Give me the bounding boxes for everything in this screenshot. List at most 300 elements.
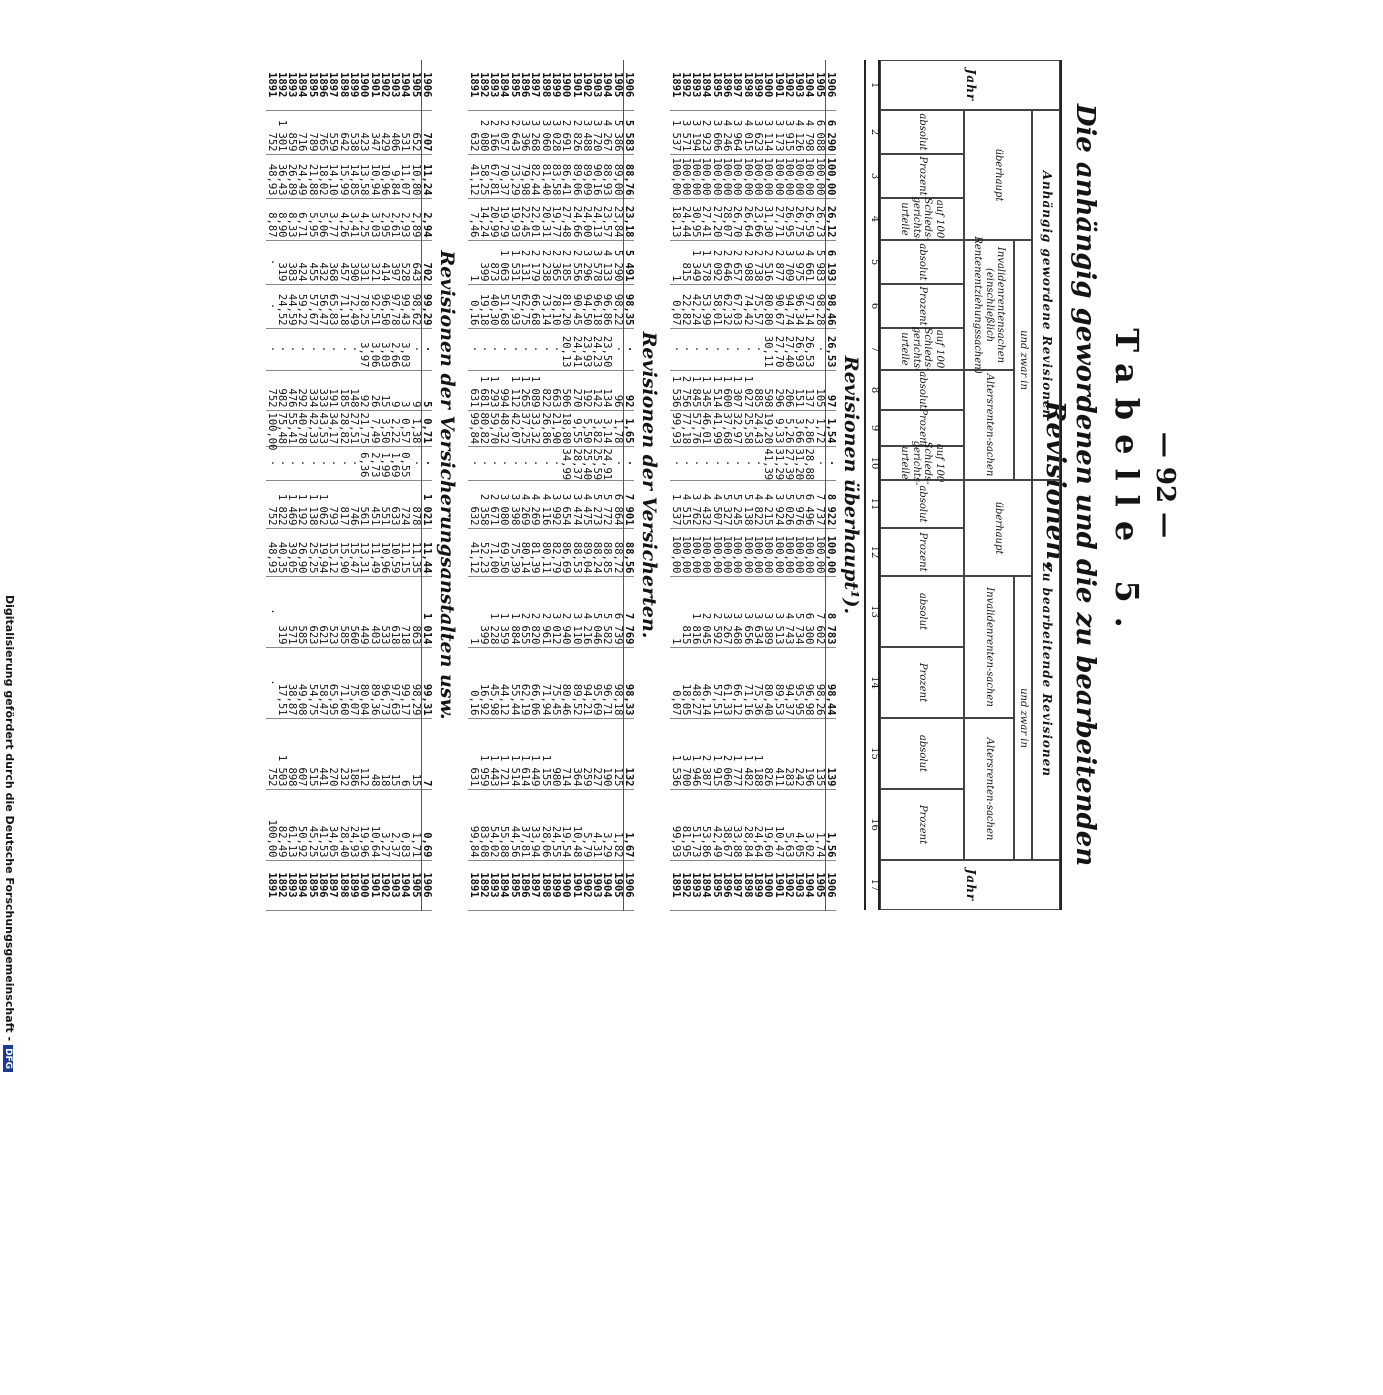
value-cell: · — [742, 446, 752, 480]
value-cell: 259 — [582, 718, 592, 789]
year-cell: 1906 — [825, 60, 836, 110]
value-cell: 5,50 — [582, 410, 592, 446]
value-cell: 72,49 — [349, 284, 359, 328]
value-cell: · — [701, 446, 711, 480]
value-cell: 2 092 — [711, 240, 721, 284]
value-cell: 59,22 — [297, 284, 307, 328]
value-cell: 92 — [359, 370, 369, 410]
value-cell: 1,38 — [410, 410, 421, 446]
value-cell: 1 062 — [318, 480, 328, 528]
table-row — [742, 60, 752, 910]
value-cell: · — [670, 446, 680, 480]
value-cell: 11,49 — [369, 528, 379, 576]
value-cell: 1 359 — [499, 576, 509, 647]
value-cell: 23,50 — [602, 328, 612, 370]
value-cell: 560 — [349, 576, 359, 647]
value-cell: 4,31 — [592, 789, 602, 860]
value-cell: 793 — [328, 480, 338, 528]
value-cell: · — [277, 328, 287, 370]
value-cell: 89,36 — [369, 647, 379, 718]
value-cell: 1,82 — [612, 789, 623, 860]
value-cell: 62,19 — [520, 647, 530, 718]
value-cell: 100,00 — [266, 789, 276, 860]
value-cell: 96,34 — [794, 284, 804, 328]
value-cell: 3 975 — [794, 240, 804, 284]
value-cell: 14,85 — [349, 154, 359, 198]
value-cell: 21,88 — [307, 154, 317, 198]
year-cell: 1893 — [489, 60, 499, 110]
value-cell: · — [421, 328, 432, 370]
value-cell: 399 — [479, 240, 489, 284]
value-cell: 531 — [400, 110, 410, 154]
column-number: 10 — [869, 456, 880, 470]
value-cell: 89,00 — [612, 154, 623, 198]
value-cell: 40,78 — [297, 410, 307, 446]
value-cell: 26,53 — [825, 328, 836, 370]
value-cell: 4 269 — [520, 480, 530, 528]
value-cell: 42,49 — [711, 789, 721, 860]
value-cell: 4,05 — [794, 789, 804, 860]
year-cell: 1895 — [509, 60, 519, 110]
value-cell: 5,95 — [307, 198, 317, 240]
value-cell: 642 — [338, 110, 348, 154]
value-cell: 0,16 — [468, 647, 478, 718]
value-cell: 54,02 — [489, 789, 499, 860]
value-cell: 41,99 — [711, 410, 721, 446]
year-cell: 1894 — [701, 860, 711, 910]
value-cell: · — [753, 328, 763, 370]
value-cell: 2 185 — [561, 240, 571, 284]
table-row — [297, 60, 307, 910]
value-cell: 75,48 — [277, 410, 287, 446]
value-cell: 2 657 — [732, 240, 742, 284]
year-cell: 1904 — [804, 860, 814, 910]
value-cell: 752 — [266, 480, 276, 528]
value-cell: · — [318, 446, 328, 480]
value-cell: 3 634 — [753, 576, 763, 647]
year-cell: 1903 — [592, 60, 602, 110]
value-cell: 3,27 — [380, 789, 390, 860]
value-cell: 815 — [681, 576, 691, 647]
value-cell: 10,47 — [773, 789, 783, 860]
value-cell: 5 583 — [623, 110, 634, 154]
value-cell: 4 822 — [753, 480, 763, 528]
value-cell: 57,67 — [307, 284, 317, 328]
value-cell: 1 959 — [479, 718, 489, 789]
value-cell: 333 — [318, 370, 328, 410]
value-cell: 100,00 — [773, 528, 783, 576]
value-cell: 4,26 — [338, 198, 348, 240]
value-cell: 1 — [468, 576, 478, 647]
year-cell: 1903 — [794, 860, 804, 910]
year-cell: 1905 — [814, 60, 825, 110]
table-revisionen-versicherten — [468, 60, 634, 911]
value-cell: 18,80 — [561, 410, 571, 446]
value-cell: 1 536 — [670, 718, 680, 789]
value-cell: 2 756 — [681, 370, 691, 410]
value-cell: · — [711, 328, 721, 370]
value-cell: · — [421, 446, 432, 480]
value-cell: 789 — [307, 110, 317, 154]
year-cell: 1897 — [732, 60, 742, 110]
value-cell: 57,51 — [711, 647, 721, 718]
value-cell: 48,27 — [691, 647, 701, 718]
value-cell: 319 — [277, 240, 287, 284]
value-cell: 58,47 — [318, 647, 328, 718]
value-cell: 3,14 — [602, 410, 612, 446]
value-cell: 89,04 — [582, 528, 592, 576]
value-cell: 42,33 — [307, 410, 317, 446]
value-cell: 89,52 — [571, 647, 581, 718]
value-cell: 1 — [468, 240, 478, 284]
value-cell: 633 — [390, 480, 400, 528]
value-cell: 1,54 — [825, 410, 836, 446]
value-cell: 6,71 — [297, 198, 307, 240]
column-number: 4 — [869, 215, 880, 223]
table-row — [825, 60, 836, 910]
value-cell: 11,15 — [400, 528, 410, 576]
value-cell: · — [307, 328, 317, 370]
value-cell: 3,41 — [349, 198, 359, 240]
year-cell: 1893 — [691, 60, 701, 110]
table-row — [307, 60, 317, 910]
value-cell: 3,66 — [794, 410, 804, 446]
value-cell: 2 166 — [489, 110, 499, 154]
value-cell: 137 — [804, 370, 814, 410]
value-cell: 98,46 — [825, 284, 836, 328]
value-cell: 86,41 — [561, 154, 571, 198]
table-row — [520, 60, 530, 910]
value-cell: · — [468, 328, 478, 370]
value-cell: 227 — [592, 718, 602, 789]
value-cell: 100,00 — [681, 528, 691, 576]
value-cell: 7,49 — [369, 410, 379, 446]
value-cell: 18,05 — [681, 647, 691, 718]
value-cell: 4,25 — [359, 198, 369, 240]
value-cell: · — [520, 446, 530, 480]
value-cell: 2 826 — [571, 110, 581, 154]
year-cell: 1902 — [582, 860, 592, 910]
table-row — [732, 60, 742, 910]
value-cell: 39,05 — [287, 528, 297, 576]
value-cell: 515 — [307, 718, 317, 789]
table-row — [592, 60, 602, 910]
value-cell: 7 — [421, 718, 432, 789]
year-cell: 1900 — [763, 860, 773, 910]
value-cell: 11,44 — [421, 528, 432, 576]
value-cell: 31,29 — [773, 446, 783, 480]
value-cell: 48 — [369, 718, 379, 789]
year-cell: 1891 — [670, 860, 680, 910]
hdr-absolut-2: absolut — [880, 110, 964, 154]
value-cell: 0,69 — [421, 789, 432, 860]
value-cell: 57,76 — [691, 410, 701, 446]
value-cell: 746 — [349, 480, 359, 528]
value-cell: 1 155 — [540, 718, 550, 789]
value-cell: 58,25 — [479, 154, 489, 198]
value-cell: 24,23 — [592, 328, 602, 370]
value-cell: · — [307, 446, 317, 480]
column-number: 6 — [869, 302, 880, 310]
value-cell: 15,47 — [349, 528, 359, 576]
hdr-absolut-5: absolut — [880, 240, 964, 284]
value-cell: 1 482 — [742, 718, 752, 789]
value-cell: 98,44 — [825, 647, 836, 718]
value-cell: 92,51 — [369, 284, 379, 328]
value-cell: 3 488 — [582, 110, 592, 154]
value-cell: 100,00 — [711, 154, 721, 198]
value-cell: 79,98 — [520, 154, 530, 198]
value-cell: 28,82 — [338, 410, 348, 446]
value-cell: 331 — [359, 240, 369, 284]
header-und-zwar-1: und zwar in — [1014, 240, 1032, 480]
value-cell: 100,00 — [773, 154, 783, 198]
value-cell: 3 578 — [592, 240, 602, 284]
table-row — [359, 60, 369, 910]
value-cell: 105 — [814, 370, 825, 410]
value-cell: · — [479, 446, 489, 480]
value-cell: 2,22 — [390, 410, 400, 446]
value-cell: · — [489, 446, 499, 480]
value-cell: 406 — [390, 110, 400, 154]
section-title-ueberhaupt: Revisionen überhaupt¹). — [840, 355, 862, 615]
value-cell: 99,93 — [670, 789, 680, 860]
value-cell: 90,16 — [592, 154, 602, 198]
value-cell: 100,00 — [763, 154, 773, 198]
value-cell: 2 820 — [530, 576, 540, 647]
value-cell: 23,18 — [623, 198, 634, 240]
hdr-absolut-13: absolut — [880, 576, 964, 647]
value-cell: 457 — [338, 240, 348, 284]
value-cell: · — [612, 328, 623, 370]
value-cell: 1 192 — [297, 480, 307, 528]
value-cell: 1 537 — [670, 110, 680, 154]
year-cell: 1906 — [421, 860, 432, 910]
value-cell: 4 015 — [742, 110, 752, 154]
year-cell: 1900 — [359, 860, 369, 910]
value-cell: 98,18 — [612, 647, 623, 718]
year-cell: 1902 — [784, 60, 794, 110]
year-cell: 1904 — [804, 60, 814, 110]
year-cell: 1892 — [681, 860, 691, 910]
value-cell: 24,41 — [571, 328, 581, 370]
value-cell: 2 057 — [499, 110, 509, 154]
year-cell: 1896 — [318, 60, 328, 110]
year-cell: 1893 — [287, 860, 297, 910]
value-cell: 100,00 — [670, 528, 680, 576]
value-cell: 1 816 — [691, 576, 701, 647]
column-number: 12 — [869, 545, 880, 559]
value-cell: 6 864 — [612, 480, 623, 528]
table-row — [277, 60, 287, 910]
value-cell: 33,94 — [530, 789, 540, 860]
value-cell: · — [551, 328, 561, 370]
value-cell: 99,93 — [670, 410, 680, 446]
value-cell: · — [266, 647, 276, 718]
column-number: 2 — [869, 128, 880, 136]
value-cell: 1 307 — [732, 370, 742, 410]
header-ueberhaupt-2: überhaupt — [964, 480, 1032, 576]
value-cell: 873 — [489, 240, 499, 284]
value-cell: 3,06 — [369, 328, 379, 370]
value-cell: 21,90 — [551, 410, 561, 446]
value-cell: 46,14 — [701, 647, 711, 718]
year-cell: 1906 — [825, 860, 836, 910]
value-cell: 24,49 — [297, 154, 307, 198]
value-cell: 43,53 — [318, 410, 328, 446]
value-cell: 26,95 — [784, 198, 794, 240]
value-cell: · — [681, 328, 691, 370]
value-cell: · — [266, 240, 276, 284]
value-cell: 6 — [400, 718, 410, 789]
value-cell: 424 — [297, 240, 307, 284]
value-cell: 24,44 — [681, 198, 691, 240]
table-row — [390, 60, 400, 910]
value-cell: 82,79 — [551, 528, 561, 576]
value-cell: 2 738 — [753, 240, 763, 284]
year-cell: 1892 — [277, 860, 287, 910]
table-row — [623, 60, 634, 910]
value-cell: 528 — [400, 240, 410, 284]
value-cell: 1 — [670, 576, 680, 647]
value-cell: 25,59 — [592, 446, 602, 480]
value-cell: 96,86 — [602, 284, 612, 328]
table-row — [287, 60, 297, 910]
value-cell: · — [349, 446, 359, 480]
rotated-table-page — [0, 60, 1180, 910]
value-cell: 1 349 — [691, 240, 701, 284]
value-cell: 10,59 — [390, 528, 400, 576]
value-cell: 3 654 — [561, 480, 571, 528]
value-cell: 1 600 — [722, 370, 732, 410]
year-cell: 1897 — [530, 860, 540, 910]
value-cell: 28,40 — [338, 789, 348, 860]
year-cell: 1892 — [277, 60, 287, 110]
value-cell: 5,26 — [784, 410, 794, 446]
value-cell: 94,21 — [582, 647, 592, 718]
value-cell: 48,32 — [499, 410, 509, 446]
value-cell: 1,67 — [623, 789, 634, 860]
value-cell: 27,71 — [773, 198, 783, 240]
year-cell: 1897 — [328, 60, 338, 110]
value-cell: · — [540, 328, 550, 370]
value-cell: 3 915 — [784, 110, 794, 154]
year-cell: 1905 — [814, 860, 825, 910]
value-cell: 38,67 — [722, 789, 732, 860]
value-cell: 14,24 — [479, 198, 489, 240]
value-cell: 618 — [390, 576, 400, 647]
value-cell: 100,00 — [732, 154, 742, 198]
value-cell: 100,00 — [794, 154, 804, 198]
column-number: 3 — [869, 172, 880, 180]
value-cell: 270 — [328, 718, 338, 789]
value-cell: 994 — [499, 370, 509, 410]
header-jahr-right: Jahr — [880, 860, 1060, 910]
value-cell: 3 173 — [773, 110, 783, 154]
value-cell: 65,83 — [328, 284, 338, 328]
value-cell: · — [349, 328, 359, 370]
table-row — [551, 60, 561, 910]
value-cell: 24,55 — [551, 789, 561, 860]
value-cell: 1 138 — [307, 480, 317, 528]
year-cell: 1894 — [499, 60, 509, 110]
value-cell: 80,14 — [520, 528, 530, 576]
value-cell: 1,74 — [814, 789, 825, 860]
value-cell: · — [266, 446, 276, 480]
value-cell: 0,83 — [400, 789, 410, 860]
value-cell: 66,12 — [732, 647, 742, 718]
value-cell: 3 992 — [551, 480, 561, 528]
value-cell: 752 — [266, 370, 276, 410]
value-cell: 397 — [390, 240, 400, 284]
value-cell: 7 901 — [623, 480, 634, 528]
value-cell: 1,78 — [612, 410, 623, 446]
value-cell: 185 — [338, 370, 348, 410]
value-cell: 1 188 — [753, 718, 763, 789]
value-cell: 100,00 — [814, 528, 825, 576]
value-cell: 283 — [784, 718, 794, 789]
column-numbers — [864, 60, 880, 910]
year-cell: 1898 — [742, 60, 752, 110]
value-cell: 41,12 — [468, 528, 478, 576]
value-cell: 817 — [338, 480, 348, 528]
year-cell: 1894 — [499, 860, 509, 910]
value-cell: 551 — [380, 480, 390, 528]
column-number: 11 — [869, 497, 880, 511]
value-cell: 15 — [410, 718, 421, 789]
year-cell: 1901 — [773, 60, 783, 110]
year-cell: 1901 — [773, 860, 783, 910]
value-cell: 28,88 — [804, 446, 814, 480]
value-cell: 571 — [287, 576, 297, 647]
value-cell: 2,66 — [390, 328, 400, 370]
value-cell: · — [520, 328, 530, 370]
value-cell: 598 — [763, 370, 773, 410]
value-cell: 27,39 — [784, 446, 794, 480]
value-cell: 66,68 — [530, 284, 540, 328]
value-cell: 134 — [602, 370, 612, 410]
value-cell: 100,00 — [722, 154, 732, 198]
value-cell: 4 269 — [530, 480, 540, 528]
value-cell: 82,49 — [277, 789, 287, 860]
value-cell: 65,95 — [328, 647, 338, 718]
value-cell: 100,00 — [814, 154, 825, 198]
value-cell: · — [297, 328, 307, 370]
value-cell: 1 027 — [742, 370, 752, 410]
value-cell: 77,18 — [681, 410, 691, 446]
value-cell: 4 661 — [804, 240, 814, 284]
value-cell: 30,95 — [691, 198, 701, 240]
year-cell: 1901 — [571, 60, 581, 110]
value-cell: 3 110 — [571, 576, 581, 647]
value-cell: 292 — [297, 370, 307, 410]
value-cell: 23,66 — [753, 198, 763, 240]
value-cell: 5,79 — [582, 789, 592, 860]
value-cell: 32,97 — [732, 410, 742, 446]
value-cell: 1,65 — [623, 410, 634, 446]
year-cell: 1896 — [722, 60, 732, 110]
value-cell: 100,00 — [711, 528, 721, 576]
value-cell: 75,36 — [753, 647, 763, 718]
value-cell: 476 — [287, 370, 297, 410]
year-cell: 1906 — [421, 60, 432, 110]
year-cell: 1903 — [794, 60, 804, 110]
column-number: 9 — [869, 424, 880, 432]
value-cell: 34,99 — [561, 446, 571, 480]
table-row — [421, 60, 432, 910]
year-cell: 1903 — [390, 60, 400, 110]
value-cell: 6 739 — [612, 576, 623, 647]
